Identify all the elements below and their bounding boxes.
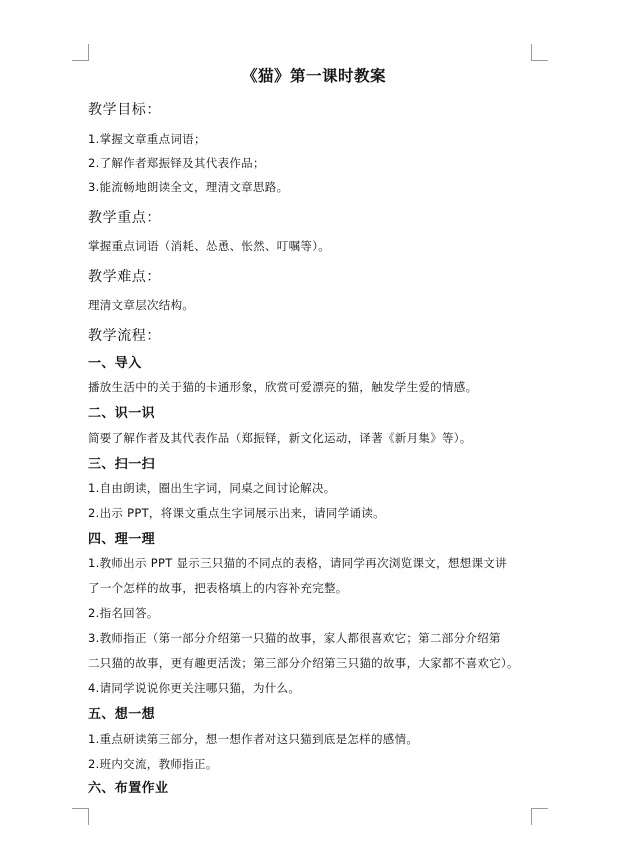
section-line: 二只猫的故事，更有趣更活泼；第三部分介绍第三只猫的故事，大家都不喜欢它）。 xyxy=(88,656,519,670)
section-line: 简要了解作者及其代表作品（郑振铎，新文化运动，译著《新月集》等）。 xyxy=(88,431,472,445)
key-points-text: 掌握重点词语（消耗、怂恿、怅然、叮嘱等）。 xyxy=(88,239,331,253)
section-line: 3.教师指正（第一部分介绍第一只猫的故事，家人都很喜欢它；第二部分介绍第 xyxy=(88,631,501,645)
section-title: 二、识一识 xyxy=(88,406,156,421)
crop-mark-bottom-left xyxy=(72,808,89,825)
difficulties-text: 理清文章层次结构。 xyxy=(88,298,195,312)
objective-item: 2.了解作者郑振铎及其代表作品； xyxy=(88,156,265,170)
section-title: 六、布置作业 xyxy=(88,781,169,796)
section-line: 2.出示 PPT，将课文重点生字词展示出来，请同学诵读。 xyxy=(88,506,385,520)
section-line: 1.自由朗读，圈出生字词，同桌之间讨论解决。 xyxy=(88,481,336,495)
section-title: 三、扫一扫 xyxy=(88,457,156,472)
section-title: 四、理一理 xyxy=(88,532,156,547)
difficulties-heading: 教学难点： xyxy=(88,269,161,285)
crop-mark-top-right xyxy=(531,44,548,61)
section-line: 2.班内交流，教师指正。 xyxy=(88,757,218,771)
document-title: 《猫》第一课时教案 xyxy=(241,67,386,85)
crop-mark-bottom-right xyxy=(531,808,548,825)
section-title: 五、想一想 xyxy=(88,707,156,722)
objectives-heading: 教学目标： xyxy=(88,102,161,118)
section-line: 了一个怎样的故事，把表格填上的内容补充完整。 xyxy=(88,581,348,595)
section-line: 播放生活中的关于猫的卡通形象，欣赏可爱漂亮的猫，触发学生爱的情感。 xyxy=(88,380,478,394)
section-line: 2.指名回答。 xyxy=(88,606,159,620)
process-heading: 教学流程： xyxy=(88,328,161,344)
section-title: 一、导入 xyxy=(88,356,142,371)
objective-item: 3.能流畅地朗读全文，理清文章思路。 xyxy=(88,180,289,194)
section-line: 1.重点研读第三部分，想一想作者对这只猫到底是怎样的感情。 xyxy=(88,732,419,746)
section-line: 4.请同学说说你更关注哪只猫，为什么。 xyxy=(88,681,301,695)
section-line: 1.教师出示 PPT 显示三只猫的不同点的表格，请同学再次浏览课文，想想课文讲 xyxy=(88,556,507,570)
objective-item: 1.掌握文章重点词语； xyxy=(88,132,206,146)
crop-mark-top-left xyxy=(72,44,89,61)
key-points-heading: 教学重点： xyxy=(88,210,161,226)
